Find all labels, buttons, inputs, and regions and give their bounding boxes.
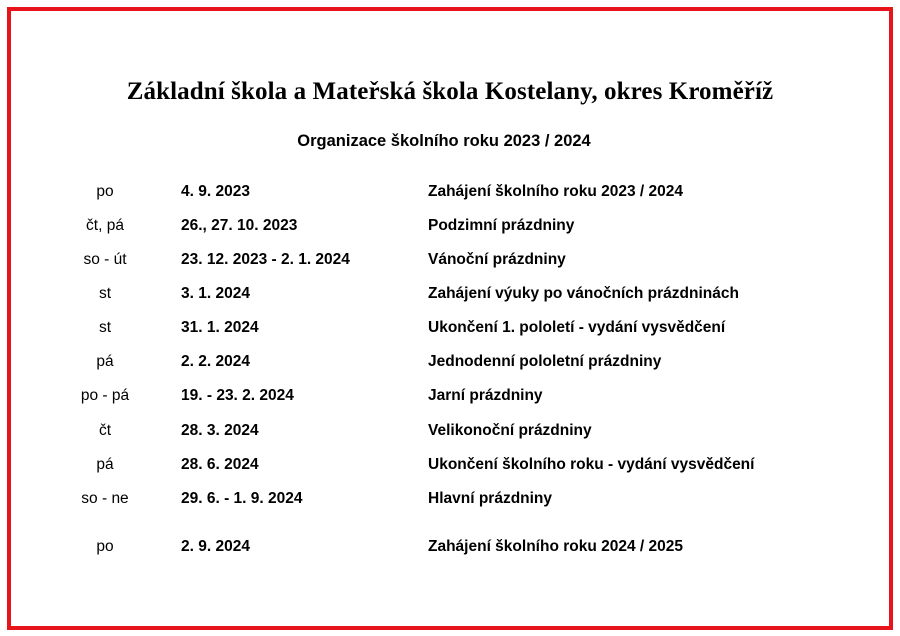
row-event: Jarní prázdniny: [428, 387, 543, 404]
row-date: 26., 27. 10. 2023: [181, 217, 298, 234]
schedule-row: [0, 181, 900, 203]
row-event: Jednodenní pololetní prázdniny: [428, 353, 662, 370]
row-event: Podzimní prázdniny: [428, 217, 575, 234]
row-day: st: [98, 285, 112, 302]
schedule-row: [0, 536, 900, 558]
row-date: 31. 1. 2024: [181, 319, 259, 336]
row-day: čt, pá: [86, 217, 124, 234]
row-date: 28. 6. 2024: [181, 456, 259, 473]
row-day: čt: [98, 422, 112, 439]
row-day: po: [96, 183, 114, 200]
schedule-row: [0, 454, 900, 476]
row-day: pá: [96, 456, 114, 473]
row-day: so - út: [83, 251, 127, 268]
schedule-row: [0, 420, 900, 442]
row-event: Hlavní prázdniny: [428, 490, 553, 507]
schedule-subtitle: Organizace školního roku 2023 / 2024: [297, 132, 591, 150]
schedule-row: [0, 215, 900, 237]
school-title: Základní škola a Mateřská škola Kostelany, okres Kroměříž: [126, 78, 774, 105]
row-date: 2. 9. 2024: [181, 538, 250, 555]
row-date: 28. 3. 2024: [181, 422, 259, 439]
row-day: pá: [96, 353, 114, 370]
row-event: Ukončení školního roku - vydání vysvědčení: [428, 456, 755, 473]
row-event: Zahájení školního roku 2024 / 2025: [428, 538, 683, 555]
schedule-row: [0, 351, 900, 373]
row-date: 19. - 23. 2. 2024: [181, 387, 294, 404]
row-day: so - ne: [81, 490, 129, 507]
row-event: Zahájení výuky po vánočních prázdninách: [428, 285, 739, 302]
row-date: 2. 2. 2024: [181, 353, 250, 370]
row-day: po - pá: [80, 387, 130, 404]
row-event: Ukončení 1. pololetí - vydání vysvědčení: [428, 319, 726, 336]
schedule-row: [0, 249, 900, 271]
row-event: Zahájení školního roku 2023 / 2024: [428, 183, 683, 200]
schedule-row: [0, 488, 900, 510]
row-date: 23. 12. 2023 - 2. 1. 2024: [181, 251, 350, 268]
row-date: 3. 1. 2024: [181, 285, 250, 302]
row-event: Velikonoční prázdniny: [428, 422, 592, 439]
row-day: po: [96, 538, 114, 555]
row-event: Vánoční prázdniny: [428, 251, 566, 268]
schedule-row: [0, 283, 900, 305]
schedule-row: [0, 385, 900, 407]
schedule-row: [0, 317, 900, 339]
row-day: st: [98, 319, 112, 336]
row-date: 4. 9. 2023: [181, 183, 250, 200]
row-date: 29. 6. - 1. 9. 2024: [181, 490, 303, 507]
